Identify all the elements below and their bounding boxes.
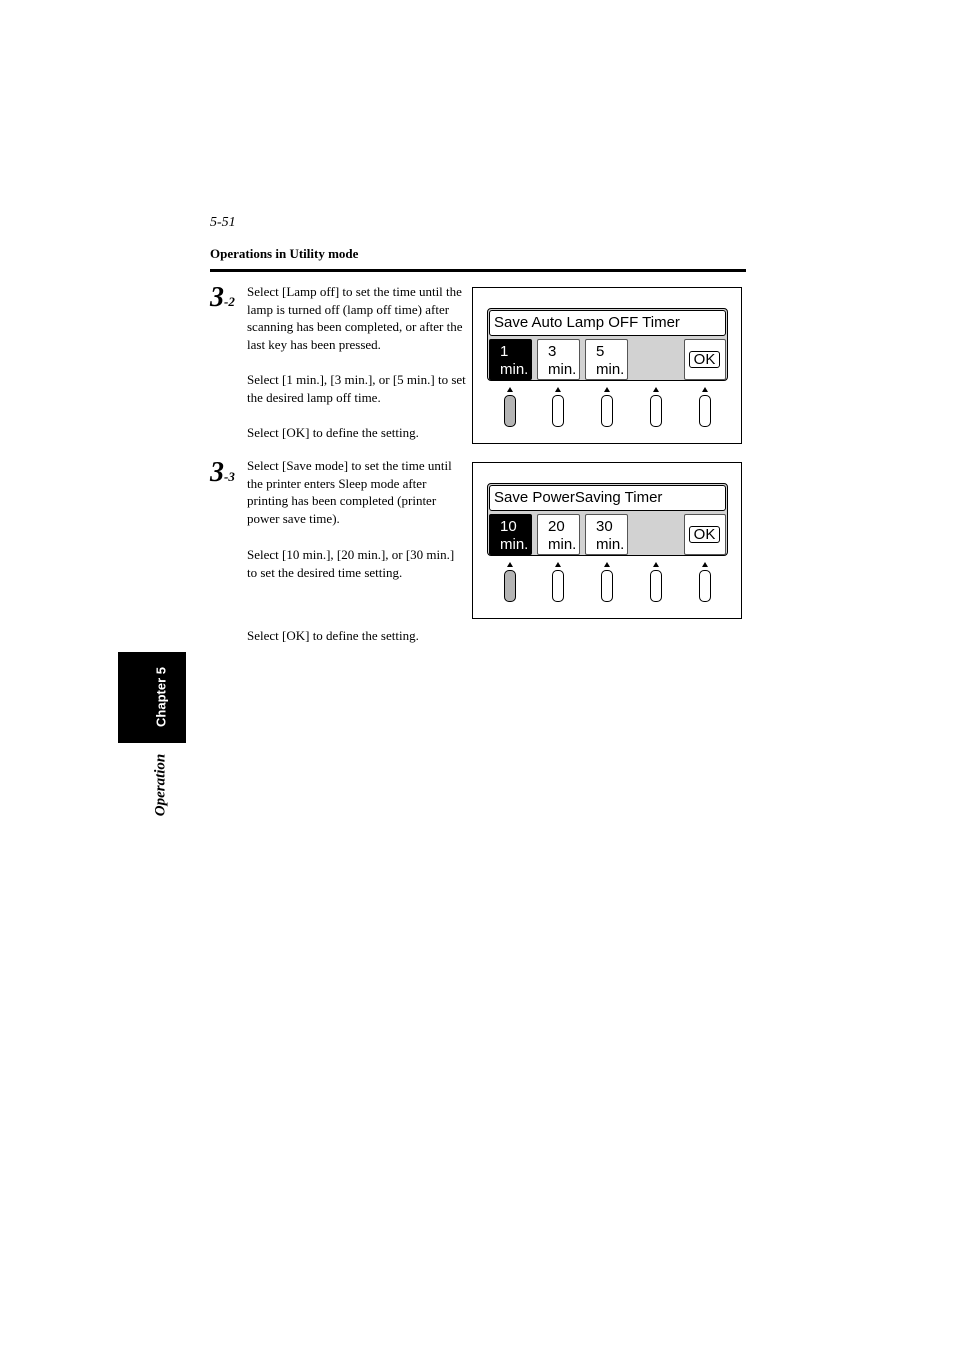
- option-5-min-button[interactable]: [585, 339, 628, 380]
- step-3-2-text-1: Select [Lamp off] to set the time until the lamp is turned off (lamp off time) after scanning has been completed, or after the last key has been pressed.: [247, 284, 463, 352]
- panel-key-1[interactable]: [504, 387, 516, 427]
- arrow-up-icon: [653, 562, 659, 567]
- option-value: 1: [500, 343, 509, 360]
- key-body: [601, 570, 613, 602]
- option-30-min-button[interactable]: [585, 514, 628, 555]
- arrow-up-icon: [702, 387, 708, 392]
- option-3-min-button[interactable]: [537, 339, 580, 380]
- lcd-screen: [487, 308, 728, 381]
- chapter-tab: [118, 652, 186, 743]
- key-body: [504, 395, 516, 427]
- header-rule: [210, 269, 746, 272]
- panel-key-3[interactable]: [601, 387, 613, 427]
- lcd-title: Save PowerSaving Timer: [489, 485, 726, 511]
- step-3-2-text-3: Select [OK] to define the setting.: [247, 425, 419, 440]
- power-saving-panel: [472, 462, 742, 619]
- lamp-off-panel: [472, 287, 742, 444]
- option-unit: min.: [596, 361, 625, 378]
- lcd-screen: [487, 483, 728, 556]
- page-number: 5-51: [210, 215, 236, 230]
- ok-button[interactable]: OK: [689, 526, 720, 543]
- arrow-up-icon: [507, 387, 513, 392]
- arrow-up-icon: [507, 562, 513, 567]
- panel-key-2[interactable]: [552, 562, 564, 602]
- panel-key-1[interactable]: [504, 562, 516, 602]
- option-unit: min.: [500, 361, 529, 378]
- arrow-up-icon: [604, 387, 610, 392]
- arrow-up-icon: [702, 562, 708, 567]
- panel-key-4[interactable]: [650, 387, 662, 427]
- panel-key-5[interactable]: [699, 562, 711, 602]
- option-unit: min.: [548, 536, 577, 553]
- step-3-2-number: [210, 284, 235, 312]
- arrow-up-icon: [604, 562, 610, 567]
- key-body: [552, 395, 564, 427]
- step-sub: -3: [224, 469, 235, 484]
- option-value: 3: [548, 343, 557, 360]
- arrow-up-icon: [555, 562, 561, 567]
- section-title: Operations in Utility mode: [210, 246, 359, 261]
- option-unit: min.: [596, 536, 625, 553]
- key-body: [601, 395, 613, 427]
- arrow-up-icon: [555, 387, 561, 392]
- step-3-2-text-2: Select [1 min.], [3 min.], or [5 min.] to set the desired lamp off time.: [247, 372, 466, 405]
- step-3-3-number: [210, 459, 235, 487]
- panel-key-4[interactable]: [650, 562, 662, 602]
- key-body: [650, 395, 662, 427]
- step-3-3-text-3: Select [OK] to define the setting.: [247, 628, 419, 643]
- step-number: 3: [210, 457, 224, 488]
- option-value: 5: [596, 343, 605, 360]
- option-unit: min.: [500, 536, 529, 553]
- key-body: [699, 395, 711, 427]
- lcd-title: Save Auto Lamp OFF Timer: [489, 310, 726, 336]
- section-label: Operation: [152, 753, 169, 817]
- key-body: [504, 570, 516, 602]
- ok-button[interactable]: OK: [689, 351, 720, 368]
- step-sub: -2: [224, 294, 235, 309]
- option-value: 20: [548, 518, 565, 535]
- option-20-min-button[interactable]: [537, 514, 580, 555]
- step-3-3-text-1: Select [Save mode] to set the time until the printer enters Sleep mode after printing has been completed (printer power save time).: [247, 458, 452, 526]
- option-unit: min.: [548, 361, 577, 378]
- option-1-min-button[interactable]: [489, 339, 532, 380]
- key-body: [650, 570, 662, 602]
- ok-area: [684, 514, 726, 555]
- key-body: [552, 570, 564, 602]
- step-number: 3: [210, 282, 224, 313]
- panel-key-3[interactable]: [601, 562, 613, 602]
- key-body: [699, 570, 711, 602]
- panel-key-2[interactable]: [552, 387, 564, 427]
- step-3-3-text-2: Select [10 min.], [20 min.], or [30 min.] to set the desired time setting.: [247, 547, 455, 580]
- arrow-up-icon: [653, 387, 659, 392]
- ok-area: [684, 339, 726, 380]
- option-value: 10: [500, 518, 517, 535]
- panel-key-5[interactable]: [699, 387, 711, 427]
- option-10-min-button[interactable]: [489, 514, 532, 555]
- option-value: 30: [596, 518, 613, 535]
- chapter-label: Chapter 5: [153, 667, 169, 727]
